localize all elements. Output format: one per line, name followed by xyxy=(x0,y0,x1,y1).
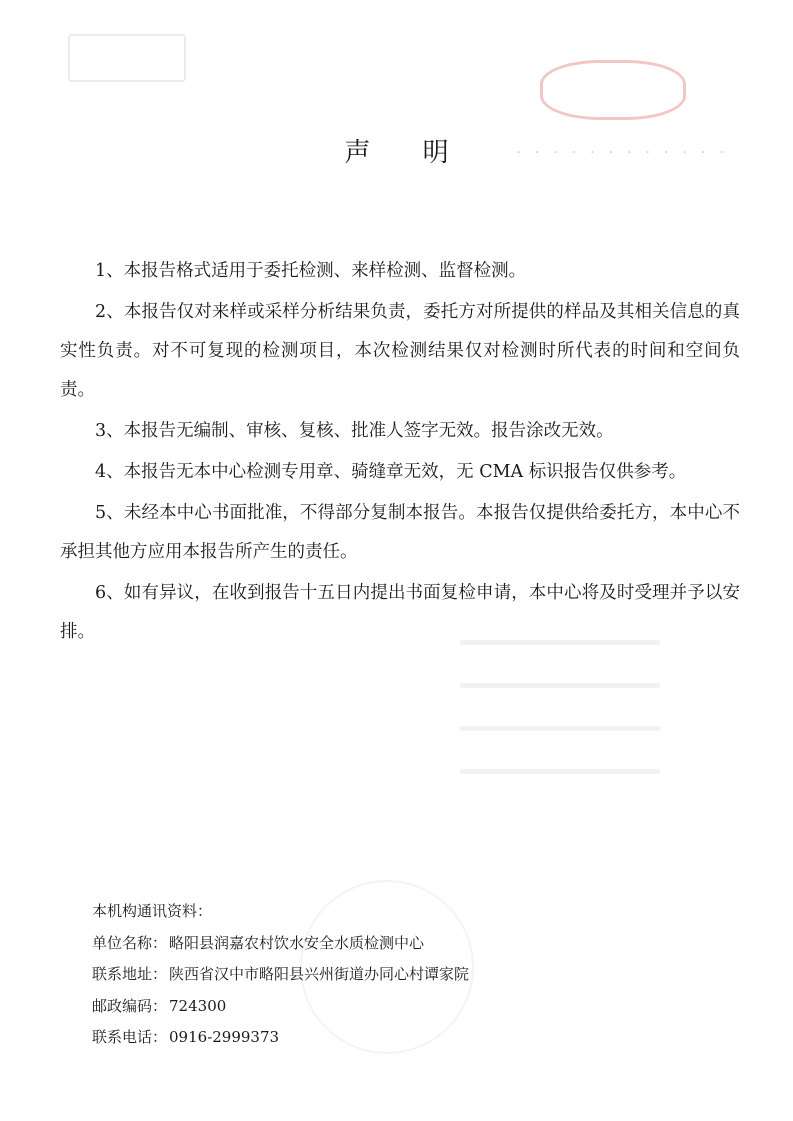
contact-info xyxy=(92,896,612,1054)
contact-address-row xyxy=(92,959,612,991)
declaration-item-1: 1、本报告格式适用于委托检测、来样检测、监督检测。 xyxy=(95,261,527,281)
contact-postcode-row xyxy=(92,991,612,1023)
postcode-label: 邮政编码： xyxy=(92,996,168,1015)
page-title: 声 明 xyxy=(344,138,471,168)
declaration-item-2: 2、本报告仅对来样或采样分析结果负责，委托方对所提供的样品及其相关信息的真实性负责。对不可复现的检测项目，本次检测结果仅对检测时所代表的时间和空间负责。 xyxy=(60,302,740,400)
postcode-value: 724300 xyxy=(169,996,227,1015)
bleed-through-lines xyxy=(460,640,660,800)
phone-value: 0916-2999373 xyxy=(169,1028,280,1046)
unit-value: 略阳县润嘉农村饮水安全水质检测中心 xyxy=(169,933,425,952)
faint-stamp-top-left xyxy=(68,34,186,82)
address-value: 陕西省汉中市略阳县兴州街道办同心村谭家院 xyxy=(169,965,470,983)
address-label: 联系地址： xyxy=(92,965,168,983)
contact-heading: 本机构通讯资料： xyxy=(92,902,213,920)
declaration-list xyxy=(60,252,740,654)
faint-red-stamp-top-right xyxy=(540,60,686,120)
phone-label: 联系电话： xyxy=(92,1028,168,1046)
contact-unit-row xyxy=(92,928,612,960)
declaration-item-5: 5、未经本中心书面批准，不得部分复制本报告。本报告仅提供给委托方，本中心不承担其他方应用本报告所产生的责任。 xyxy=(60,503,740,562)
contact-phone-row xyxy=(92,1022,612,1054)
unit-label: 单位名称： xyxy=(92,933,168,952)
faint-stamp-number: . . . . . . . . . . . . xyxy=(515,142,728,156)
declaration-item-6: 6、如有异议，在收到报告十五日内提出书面复检申请，本中心将及时受理并予以安排。 xyxy=(60,583,740,642)
declaration-item-4: 4、本报告无本中心检测专用章、骑缝章无效，无 CMA 标识报告仅供参考。 xyxy=(95,462,687,482)
declaration-item-3: 3、本报告无编制、审核、复核、批准人签字无效。报告涂改无效。 xyxy=(95,421,614,441)
